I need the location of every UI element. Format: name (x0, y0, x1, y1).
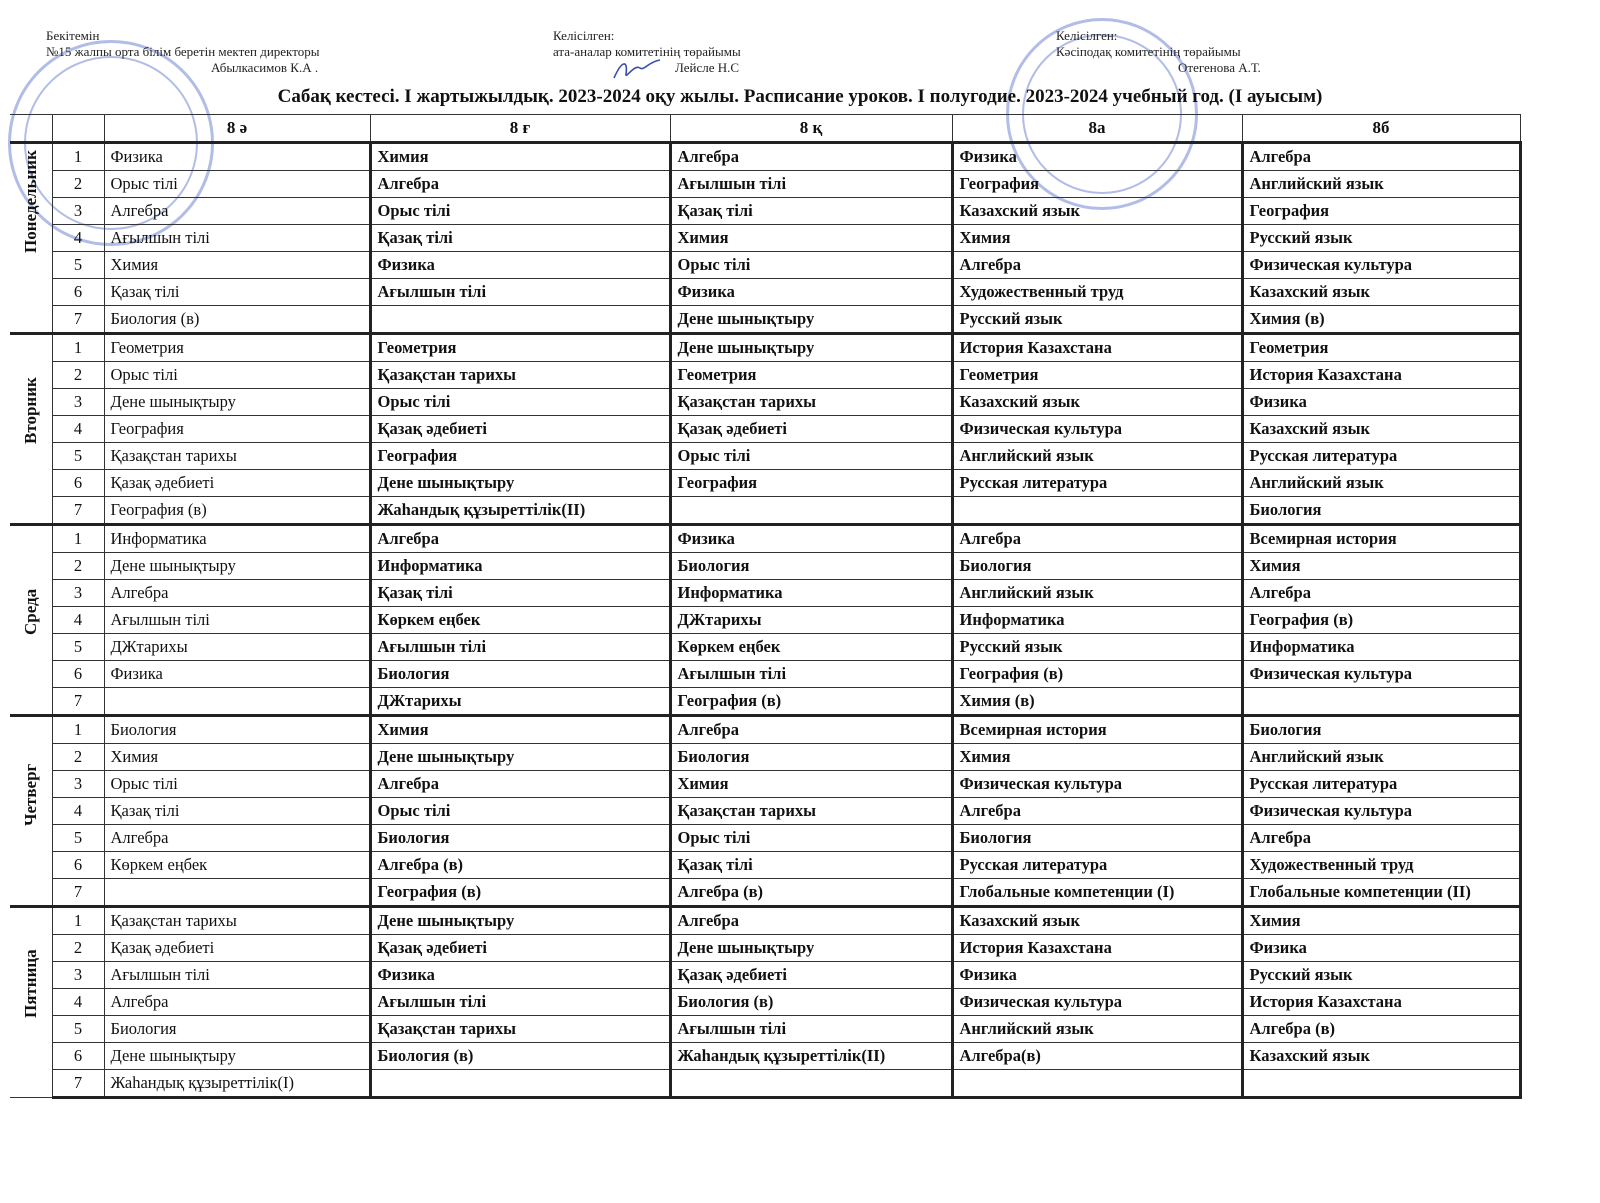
lesson-cell: Алгебра (952, 798, 1242, 825)
lesson-cell: География (1242, 198, 1520, 225)
lesson-cell: ДЖтарихы (370, 688, 670, 716)
approval-position: Кәсіподақ комитетінің төрайымы (1056, 44, 1241, 59)
lesson-number: 5 (52, 825, 104, 852)
lesson-cell: Орыс тілі (370, 389, 670, 416)
lesson-cell: Қазақ әдебиеті (370, 935, 670, 962)
lesson-number: 2 (52, 744, 104, 771)
day-name: Вторник (20, 377, 40, 444)
lesson-cell: Қазақ тілі (370, 580, 670, 607)
lesson-row (10, 716, 1520, 744)
class-header: 8а (952, 115, 1242, 143)
lesson-cell: Глобальные компетенции (II) (1242, 879, 1520, 907)
lesson-row (10, 852, 1520, 879)
lesson-cell: Физика (952, 143, 1242, 171)
lesson-cell: Биология (670, 553, 952, 580)
class-header-row (10, 115, 1520, 143)
lesson-cell: Орыс тілі (104, 171, 370, 198)
lesson-number: 7 (52, 688, 104, 716)
lesson-row (10, 143, 1520, 171)
lesson-row (10, 416, 1520, 443)
approval-heading: Бекітемін (46, 28, 100, 43)
day-name: Четверг (20, 763, 40, 826)
lesson-row (10, 334, 1520, 362)
lesson-cell: Орыс тілі (370, 198, 670, 225)
lesson-cell: Көркем еңбек (104, 852, 370, 879)
lesson-row (10, 989, 1520, 1016)
lesson-number: 1 (52, 716, 104, 744)
lesson-row (10, 744, 1520, 771)
lesson-cell: Қазақ тілі (670, 198, 952, 225)
lesson-cell: Английский язык (1242, 171, 1520, 198)
lesson-cell: География (в) (1242, 607, 1520, 634)
lesson-cell: Биология (в) (670, 989, 952, 1016)
approval-name: Абылкасимов К.А . (211, 60, 319, 75)
lesson-row (10, 1016, 1520, 1043)
lesson-cell: География (104, 416, 370, 443)
lesson-cell: Русская литература (1242, 443, 1520, 470)
lesson-cell: Русский язык (1242, 225, 1520, 252)
lesson-cell: Геометрия (370, 334, 670, 362)
class-header: 8 ә (104, 115, 370, 143)
lesson-cell: Ағылшын тілі (670, 1016, 952, 1043)
lesson-cell: Орыс тілі (670, 443, 952, 470)
lesson-number: 4 (52, 607, 104, 634)
lesson-cell: История Казахстана (952, 334, 1242, 362)
lesson-cell: Алгебра (370, 771, 670, 798)
approval-heading: Келісілген: (553, 28, 615, 43)
lesson-cell: География (370, 443, 670, 470)
lesson-cell: География (в) (370, 879, 670, 907)
lesson-cell: Дене шынықтыру (370, 744, 670, 771)
lesson-cell: Физическая культура (952, 771, 1242, 798)
lesson-cell: Геометрия (670, 362, 952, 389)
lesson-cell (370, 306, 670, 334)
lesson-cell: Английский язык (952, 1016, 1242, 1043)
day-name: Среда (20, 588, 40, 635)
lesson-cell: Қазақ әдебиеті (670, 962, 952, 989)
lesson-cell: Алгебра (в) (670, 879, 952, 907)
lesson-cell: Химия (104, 252, 370, 279)
lesson-cell: Химия (952, 744, 1242, 771)
lesson-row (10, 252, 1520, 279)
lesson-cell: Биология (670, 744, 952, 771)
lesson-cell: Ағылшын тілі (370, 279, 670, 306)
lesson-number: 1 (52, 143, 104, 171)
lesson-cell: Дене шынықтыру (370, 907, 670, 935)
lesson-cell: Английский язык (952, 580, 1242, 607)
lesson-cell: Физика (670, 279, 952, 306)
lesson-cell: Геометрия (952, 362, 1242, 389)
lesson-cell: Информатика (104, 525, 370, 553)
lesson-cell: Қазақстан тарихы (670, 798, 952, 825)
lesson-cell: Физическая культура (1242, 252, 1520, 279)
lesson-cell: Алгебра (104, 580, 370, 607)
lesson-cell: Жаһандық құзыреттілік(I) (104, 1070, 370, 1098)
lesson-row (10, 497, 1520, 525)
signature (612, 56, 662, 82)
lesson-cell: Геометрия (104, 334, 370, 362)
lesson-cell: Ағылшын тілі (370, 989, 670, 1016)
lesson-cell (1242, 688, 1520, 716)
lesson-cell: География (в) (952, 661, 1242, 688)
lesson-cell: Дене шынықтыру (670, 306, 952, 334)
lesson-cell: Физика (370, 252, 670, 279)
lesson-cell: Қазақстан тарихы (370, 1016, 670, 1043)
lesson-cell: Физика (370, 962, 670, 989)
lesson-number: 7 (52, 306, 104, 334)
lesson-cell: Физическая культура (1242, 661, 1520, 688)
lesson-row (10, 607, 1520, 634)
lesson-number: 3 (52, 580, 104, 607)
lesson-cell: Орыс тілі (670, 252, 952, 279)
lesson-number: 1 (52, 907, 104, 935)
lesson-cell: Алгебра(в) (952, 1043, 1242, 1070)
timetable-body (10, 143, 1520, 1098)
lesson-cell: Русская литература (1242, 771, 1520, 798)
lesson-row (10, 661, 1520, 688)
lesson-row (10, 879, 1520, 907)
lesson-cell: Биология (370, 825, 670, 852)
lesson-number: 6 (52, 470, 104, 497)
lesson-cell: Казахский язык (1242, 279, 1520, 306)
lesson-cell: Химия (в) (952, 688, 1242, 716)
lesson-cell: Художественный труд (952, 279, 1242, 306)
lesson-cell: Алгебра (370, 525, 670, 553)
lesson-number: 7 (52, 879, 104, 907)
lesson-cell: Физическая культура (1242, 798, 1520, 825)
lesson-row (10, 225, 1520, 252)
day-name: Пятница (20, 948, 40, 1018)
lesson-number: 3 (52, 962, 104, 989)
lesson-number: 7 (52, 1070, 104, 1098)
lesson-cell: Қазақ тілі (104, 279, 370, 306)
lesson-row (10, 171, 1520, 198)
lesson-row (10, 279, 1520, 306)
lesson-number: 4 (52, 416, 104, 443)
lesson-cell: Русский язык (1242, 962, 1520, 989)
lesson-cell: Казахский язык (1242, 1043, 1520, 1070)
lesson-cell: Химия (670, 771, 952, 798)
lesson-row (10, 580, 1520, 607)
lesson-cell: Всемирная история (952, 716, 1242, 744)
lesson-cell: Жаһандық құзыреттілік(II) (370, 497, 670, 525)
day-label-cell (10, 525, 52, 716)
lesson-row (10, 935, 1520, 962)
lesson-cell: Химия (370, 716, 670, 744)
lesson-number: 2 (52, 171, 104, 198)
approval-block-union (1056, 28, 1261, 76)
lesson-cell: Физическая культура (952, 989, 1242, 1016)
approval-name: Отегенова А.Т. (1178, 60, 1261, 75)
lesson-row (10, 553, 1520, 580)
lesson-cell: Химия (952, 225, 1242, 252)
lesson-cell: Дене шынықтыру (104, 1043, 370, 1070)
lesson-number: 3 (52, 389, 104, 416)
lesson-row (10, 306, 1520, 334)
lesson-cell: История Казахстана (952, 935, 1242, 962)
lesson-cell: Қазақстан тарихы (670, 389, 952, 416)
lesson-cell: Алгебра (104, 825, 370, 852)
lesson-number: 4 (52, 798, 104, 825)
lesson-row (10, 1043, 1520, 1070)
lesson-cell: Ағылшын тілі (370, 634, 670, 661)
lesson-cell: География (670, 470, 952, 497)
approval-position: №15 жалпы орта білім беретін мектеп директоры (46, 44, 320, 59)
lesson-cell: Ағылшын тілі (104, 607, 370, 634)
lesson-cell: Көркем еңбек (370, 607, 670, 634)
lesson-row (10, 389, 1520, 416)
lesson-cell: Орыс тілі (370, 798, 670, 825)
lesson-number: 5 (52, 443, 104, 470)
lesson-number: 2 (52, 362, 104, 389)
lesson-cell: Алгебра (952, 252, 1242, 279)
lesson-cell (670, 1070, 952, 1098)
lesson-cell: Қазақ тілі (104, 798, 370, 825)
lesson-cell: Художественный труд (1242, 852, 1520, 879)
lesson-row (10, 470, 1520, 497)
approval-heading: Келісілген: (1056, 28, 1118, 43)
page-title: Сабақ кестесі. I жартыжылдық. 2023-2024 оқу жылы. Расписание уроков. I полугодие. 2023-2024 учебный год. (I ауысым) (277, 86, 1323, 107)
lesson-row (10, 634, 1520, 661)
lesson-cell: Ағылшын тілі (104, 225, 370, 252)
lesson-number: 3 (52, 198, 104, 225)
lesson-cell: Русский язык (952, 306, 1242, 334)
lesson-cell: Русская литература (952, 470, 1242, 497)
class-header: 8б (1242, 115, 1520, 143)
lesson-cell: Биология (в) (104, 306, 370, 334)
lesson-cell: Қазақ тілі (370, 225, 670, 252)
lesson-cell: Биология (952, 553, 1242, 580)
lesson-cell: Информатика (670, 580, 952, 607)
lesson-row (10, 198, 1520, 225)
lesson-cell: Дене шынықтыру (670, 334, 952, 362)
lesson-cell: Казахский язык (1242, 416, 1520, 443)
lesson-cell: Русская литература (952, 852, 1242, 879)
lesson-cell: Қазақ әдебиеті (670, 416, 952, 443)
lesson-cell: Дене шынықтыру (370, 470, 670, 497)
lesson-row (10, 525, 1520, 553)
lesson-cell: Алгебра (1242, 580, 1520, 607)
lesson-cell: Ағылшын тілі (670, 171, 952, 198)
timetable (10, 114, 1522, 1099)
lesson-number: 6 (52, 661, 104, 688)
day-label-cell (10, 716, 52, 907)
lesson-cell: Дене шынықтыру (104, 553, 370, 580)
lesson-cell: Қазақ әдебиеті (104, 470, 370, 497)
lesson-cell: Информатика (952, 607, 1242, 634)
lesson-number: 6 (52, 852, 104, 879)
lesson-cell: Глобальные компетенции (I) (952, 879, 1242, 907)
lesson-cell: Казахский язык (952, 389, 1242, 416)
lesson-cell (1242, 1070, 1520, 1098)
lesson-number: 4 (52, 225, 104, 252)
lesson-row (10, 962, 1520, 989)
class-header: 8 қ (670, 115, 952, 143)
day-label-cell (10, 334, 52, 525)
lesson-cell: Ағылшын тілі (104, 962, 370, 989)
lesson-number: 1 (52, 334, 104, 362)
lesson-cell: Қазақстан тарихы (370, 362, 670, 389)
lesson-cell: Алгебра (в) (1242, 1016, 1520, 1043)
lesson-cell (952, 497, 1242, 525)
approval-name: Лейсле Н.С (675, 60, 740, 75)
lesson-number: 2 (52, 553, 104, 580)
day-label-cell (10, 907, 52, 1098)
lesson-cell (104, 879, 370, 907)
lesson-number: 5 (52, 252, 104, 279)
lesson-row (10, 771, 1520, 798)
lesson-cell: Алгебра (в) (370, 852, 670, 879)
lesson-cell (370, 1070, 670, 1098)
lesson-cell: Алгебра (370, 171, 670, 198)
lesson-cell: Алгебра (1242, 143, 1520, 171)
lesson-cell: Орыс тілі (670, 825, 952, 852)
approval-position: ата-аналар комитетінің төрайымы (553, 44, 741, 59)
lesson-cell: Ағылшын тілі (670, 661, 952, 688)
day-label-cell (10, 143, 52, 334)
lesson-row (10, 362, 1520, 389)
lesson-cell (952, 1070, 1242, 1098)
lesson-cell: География (в) (104, 497, 370, 525)
lesson-cell: ДЖтарихы (104, 634, 370, 661)
lesson-row (10, 688, 1520, 716)
lesson-cell: Химия (104, 744, 370, 771)
lesson-cell: Алгебра (104, 989, 370, 1016)
lesson-cell: Алгебра (104, 198, 370, 225)
lesson-cell: Биология (370, 661, 670, 688)
lesson-cell: Алгебра (952, 525, 1242, 553)
lesson-cell: Алгебра (1242, 825, 1520, 852)
lesson-cell: География (в) (670, 688, 952, 716)
lesson-cell: Химия (в) (1242, 306, 1520, 334)
lesson-cell: Қазақстан тарихы (104, 443, 370, 470)
lesson-cell: Информатика (370, 553, 670, 580)
corner-cell (10, 115, 52, 143)
lesson-cell: Көркем еңбек (670, 634, 952, 661)
lesson-cell: Английский язык (952, 443, 1242, 470)
lesson-cell (670, 497, 952, 525)
lesson-cell: Алгебра (670, 143, 952, 171)
lesson-cell: Английский язык (1242, 744, 1520, 771)
lesson-cell: История Казахстана (1242, 362, 1520, 389)
lesson-cell: ДЖтарихы (670, 607, 952, 634)
lesson-cell: Биология (952, 825, 1242, 852)
lesson-cell: Физика (1242, 389, 1520, 416)
lesson-cell: История Казахстана (1242, 989, 1520, 1016)
lesson-cell: Химия (370, 143, 670, 171)
lesson-cell: Химия (670, 225, 952, 252)
lesson-cell: Орыс тілі (104, 362, 370, 389)
lesson-cell: Всемирная история (1242, 525, 1520, 553)
lesson-number: 4 (52, 989, 104, 1016)
lesson-number: 6 (52, 1043, 104, 1070)
lesson-row (10, 1070, 1520, 1098)
lesson-cell: Геометрия (1242, 334, 1520, 362)
class-header: 8 ғ (370, 115, 670, 143)
lesson-cell: Қазақ әдебиеті (104, 935, 370, 962)
lesson-cell: Қазақ әдебиеті (370, 416, 670, 443)
lesson-cell: Қазақстан тарихы (104, 907, 370, 935)
lesson-cell: География (952, 171, 1242, 198)
lesson-cell: Английский язык (1242, 470, 1520, 497)
lesson-cell: Физическая культура (952, 416, 1242, 443)
lesson-number: 5 (52, 634, 104, 661)
lesson-cell: Физика (1242, 935, 1520, 962)
lesson-number: 3 (52, 771, 104, 798)
lesson-number: 7 (52, 497, 104, 525)
lesson-cell (104, 688, 370, 716)
lesson-cell: Орыс тілі (104, 771, 370, 798)
lesson-cell: Информатика (1242, 634, 1520, 661)
lesson-cell: Биология (1242, 716, 1520, 744)
lesson-number: 6 (52, 279, 104, 306)
lesson-row (10, 907, 1520, 935)
corner-cell (52, 115, 104, 143)
lesson-cell: Дене шынықтыру (670, 935, 952, 962)
lesson-row (10, 825, 1520, 852)
approval-block-director (46, 28, 319, 76)
day-name: Понедельник (20, 150, 40, 253)
lesson-cell: Алгебра (670, 716, 952, 744)
lesson-cell: Казахский язык (952, 907, 1242, 935)
lesson-row (10, 443, 1520, 470)
lesson-cell: Казахский язык (952, 198, 1242, 225)
lesson-cell: Биология (104, 716, 370, 744)
lesson-cell: Физика (104, 143, 370, 171)
lesson-cell: Алгебра (670, 907, 952, 935)
lesson-cell: Русский язык (952, 634, 1242, 661)
lesson-number: 5 (52, 1016, 104, 1043)
lesson-cell: Дене шынықтыру (104, 389, 370, 416)
lesson-number: 1 (52, 525, 104, 553)
lesson-number: 2 (52, 935, 104, 962)
lesson-cell: Физика (670, 525, 952, 553)
lesson-cell: Химия (1242, 553, 1520, 580)
lesson-cell: Химия (1242, 907, 1520, 935)
lesson-cell: Физика (104, 661, 370, 688)
lesson-cell: Биология (1242, 497, 1520, 525)
lesson-cell: Физика (952, 962, 1242, 989)
lesson-cell: Жаһандық құзыреттілік(II) (670, 1043, 952, 1070)
lesson-row (10, 798, 1520, 825)
lesson-cell: Биология (в) (370, 1043, 670, 1070)
lesson-cell: Қазақ тілі (670, 852, 952, 879)
lesson-cell: Биология (104, 1016, 370, 1043)
